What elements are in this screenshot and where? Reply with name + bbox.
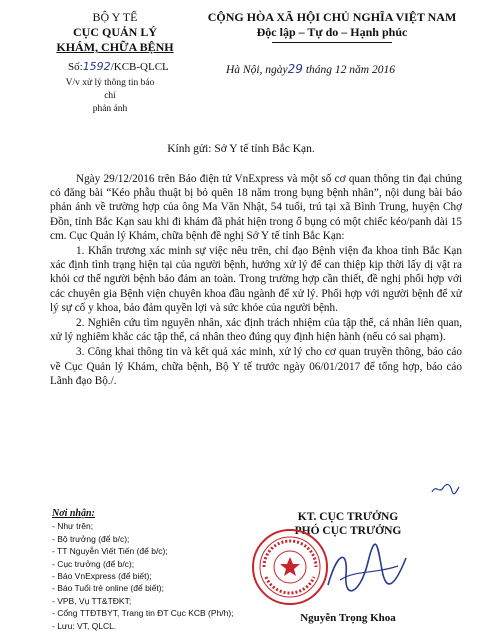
list-item: - TT Nguyễn Viết Tiến (để b/c); [52, 546, 168, 557]
list-item: - Lưu: VT, QLCL. [52, 620, 117, 631]
national-motto: Độc lập – Tự do – Hạnh phúc [256, 25, 408, 39]
paragraph-item-2: 2. Nghiên cứu tìm nguyên nhân, xác định trách nhiệm của tập thể, cá nhân liên quan, xử lý nghiêm khắc các tập thể, cá nhân theo đúng quy định hiện hành (nếu có sai phạm). [50, 317, 462, 344]
paragraph-intro: Ngày 29/12/2016 trên Báo điện tử VnExpress và một số cơ quan thông tin đại chúng có đăng bài “Kéo phẫu thuật bị bỏ quên 18 năm trong bụng bệnh nhân”, nội dung bài báo phản ánh về trường hợp của ông Ma Văn Nhật, 54 tuổi, trú tại xã Bình Trung, huyện Chợ Đồn, tỉnh Bắc Kạn sau khi đi khám đã phát hiện trong ổ bụng có một chiếc kéo/panh dài 15 cm. Cục Quản lý Khám, chữa bệnh đề nghị Sở Y tế tỉnh Bắc Kạn: [50, 173, 462, 242]
signer-authority: KT. CỤC TRƯỞNG [297, 511, 399, 523]
date-day-handwritten: 29 [287, 62, 303, 76]
doc-no-prefix: Số: [68, 61, 83, 73]
paragraph-item-3: 3. Công khai thông tin và kết quả xác minh, xử lý cho cơ quan truyền thông, báo cáo về Cục Quản lý Khám, chữa bệnh, Bộ Y tế trước ngày 06/01/2017 để tổng hợp, báo cáo Lãnh đạo Bộ./. [50, 346, 462, 387]
list-item: - Như trên; [52, 521, 94, 532]
doc-no-handwritten: 1592 [82, 60, 111, 73]
signer-title: PHÓ CỤC TRƯỞNG [294, 525, 402, 537]
list-item: - Bộ trưởng (để b/c); [52, 533, 130, 544]
list-item: - Báo Tuổi trẻ online (để biết); [52, 583, 164, 594]
distribution-title: Nơi nhận: [52, 508, 95, 519]
list-item: - Báo VnExpress (để biết); [52, 571, 152, 582]
national-header-block [196, 10, 468, 43]
addressee-line: Kính gửi: Sở Y tế tỉnh Bắc Kạn. [167, 143, 315, 155]
nation-name: CỘNG HÒA XÃ HỘI CHỦ NGHĨA VIỆT NAM [207, 10, 457, 24]
agency-name-line2: KHÁM, CHỮA BỆNH [56, 40, 174, 54]
letter-body [50, 172, 462, 389]
document-number [68, 60, 169, 74]
paragraph-item-1: 1. Khẩn trương xác minh sự việc nêu trên, chỉ đạo Bệnh viện đa khoa tỉnh Bắc Kạn xác định tình trạng hiện tại của người bệnh, hướng xử lý để can thiệp kịp thời lấy dị vật ra khỏi cơ thể người bệnh bảo đảm an toàn. Trong trường hợp cần thiết, đề nghị phối hợp với các chuyên gia Bệnh viện chuyên khoa đầu ngành để xử lý. Phối hợp với người bệnh để xử lý sự cố y khoa, bảo đảm quyền lợi và sức khỏe của người bệnh. [50, 245, 462, 314]
subject-line1: V/v xử lý thông tin báo chí [65, 78, 155, 101]
motto-underline [272, 42, 392, 43]
date-prefix: Hà Nội, ngày [226, 64, 288, 76]
handwritten-signature-icon [320, 540, 410, 600]
ministry-name: BỘ Y TẾ [92, 10, 138, 24]
date-suffix: tháng 12 năm 2016 [305, 64, 395, 76]
subject-line2: phản ánh [92, 104, 128, 114]
doc-no-suffix: /KCB-QLCL [110, 61, 169, 73]
agency-name-line1: CỤC QUẢN LÝ [73, 25, 157, 39]
list-item: - Cổng TTĐTBYT, Trang tin ĐT Cục KCB (Ph/h); [52, 608, 234, 619]
issuing-agency-block [30, 10, 200, 55]
official-seal-icon [250, 527, 330, 607]
issue-date [226, 62, 395, 77]
distribution-list [52, 508, 257, 632]
list-item: - Cục trưởng (để b/c); [52, 558, 135, 569]
document-subject [60, 77, 160, 116]
signer-name: Nguyễn Trọng Khoa [300, 612, 396, 624]
list-item: - VPB, Vụ TT&TĐKT; [52, 595, 132, 606]
initial-mark-icon [430, 482, 460, 496]
